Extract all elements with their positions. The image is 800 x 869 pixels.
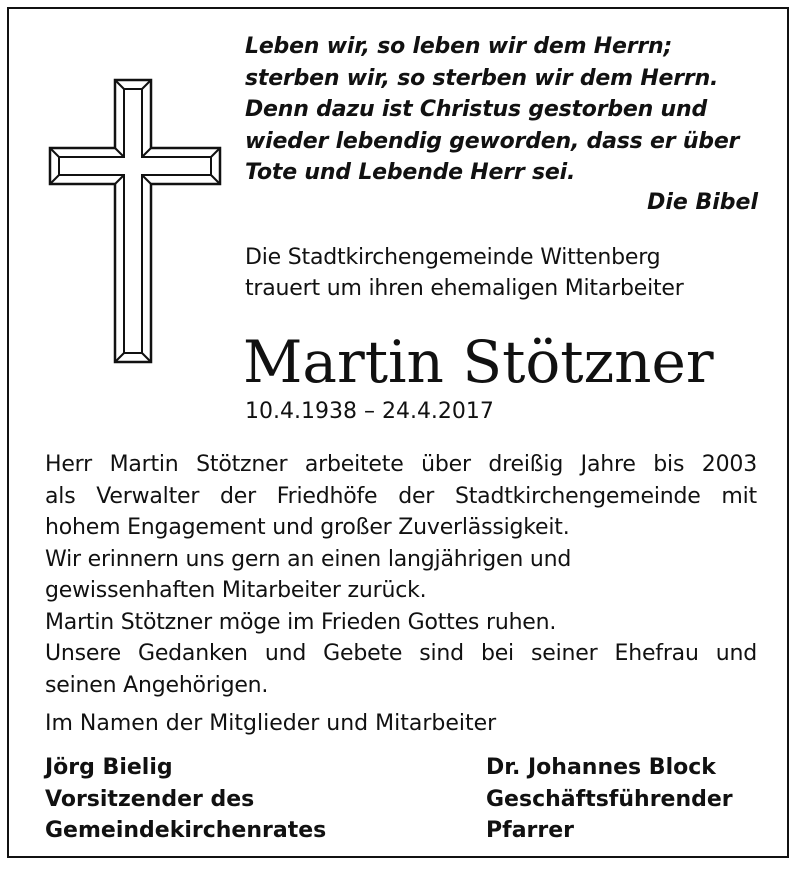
obituary-text [45, 449, 757, 701]
signer-role: Pfarrer [486, 818, 575, 843]
intro-line: trauert um ihren ehemaligen Mitarbeiter [245, 276, 684, 301]
body-line: Martin Stötzner möge im Frieden Gottes ruhen. [45, 609, 557, 635]
body-line: Wir erinnern uns gern an einen langjährigen und [45, 546, 572, 572]
body-line: als Verwalter der Friedhöfe der Stadtkirchengemeinde mit [45, 483, 757, 509]
body-line: Herr Martin Stötzner arbeitete über dreißig Jahre bis 2003 [45, 452, 757, 477]
bible-verse [245, 31, 765, 189]
signature-intro: Im Namen der Mitglieder und Mitarbeiter [45, 711, 497, 736]
life-dates: 10.4.1938 – 24.4.2017 [245, 399, 494, 424]
cross-icon [48, 78, 238, 368]
signer-role: Gemeindekirchenrates [45, 818, 327, 843]
signer-role: Vorsitzender des [45, 786, 255, 812]
body-line: seinen Angehörigen. [45, 672, 269, 698]
signature-right [486, 752, 733, 847]
intro-line: Die Stadtkirchengemeinde Wittenberg [245, 245, 661, 270]
signer-name: Jörg Bielig [45, 755, 173, 780]
deceased-name: Martin Stötzner [243, 328, 714, 396]
verse-line: sterben wir, so sterben wir dem Herrn. [245, 65, 719, 91]
verse-line: wieder lebendig geworden, dass er über [245, 128, 740, 154]
body-line: gewissenhaften Mitarbeiter zurück. [45, 578, 427, 603]
body-line: hohem Engagement und großer Zuverlässigkeit. [45, 515, 570, 540]
signer-role: Geschäftsführender [486, 786, 733, 812]
signature-left [45, 752, 326, 847]
verse-line: Leben wir, so leben wir dem Herrn; [245, 34, 673, 59]
verse-line: Tote und Lebende Herr sei. [245, 160, 576, 185]
body-line: Unsere Gedanken und Gebete sind bei seiner Ehefrau und [45, 641, 757, 666]
verse-source: Die Bibel [647, 190, 758, 215]
signer-name: Dr. Johannes Block [486, 755, 716, 780]
verse-line: Denn dazu ist Christus gestorben und [245, 97, 708, 122]
announcement-intro [245, 242, 684, 304]
